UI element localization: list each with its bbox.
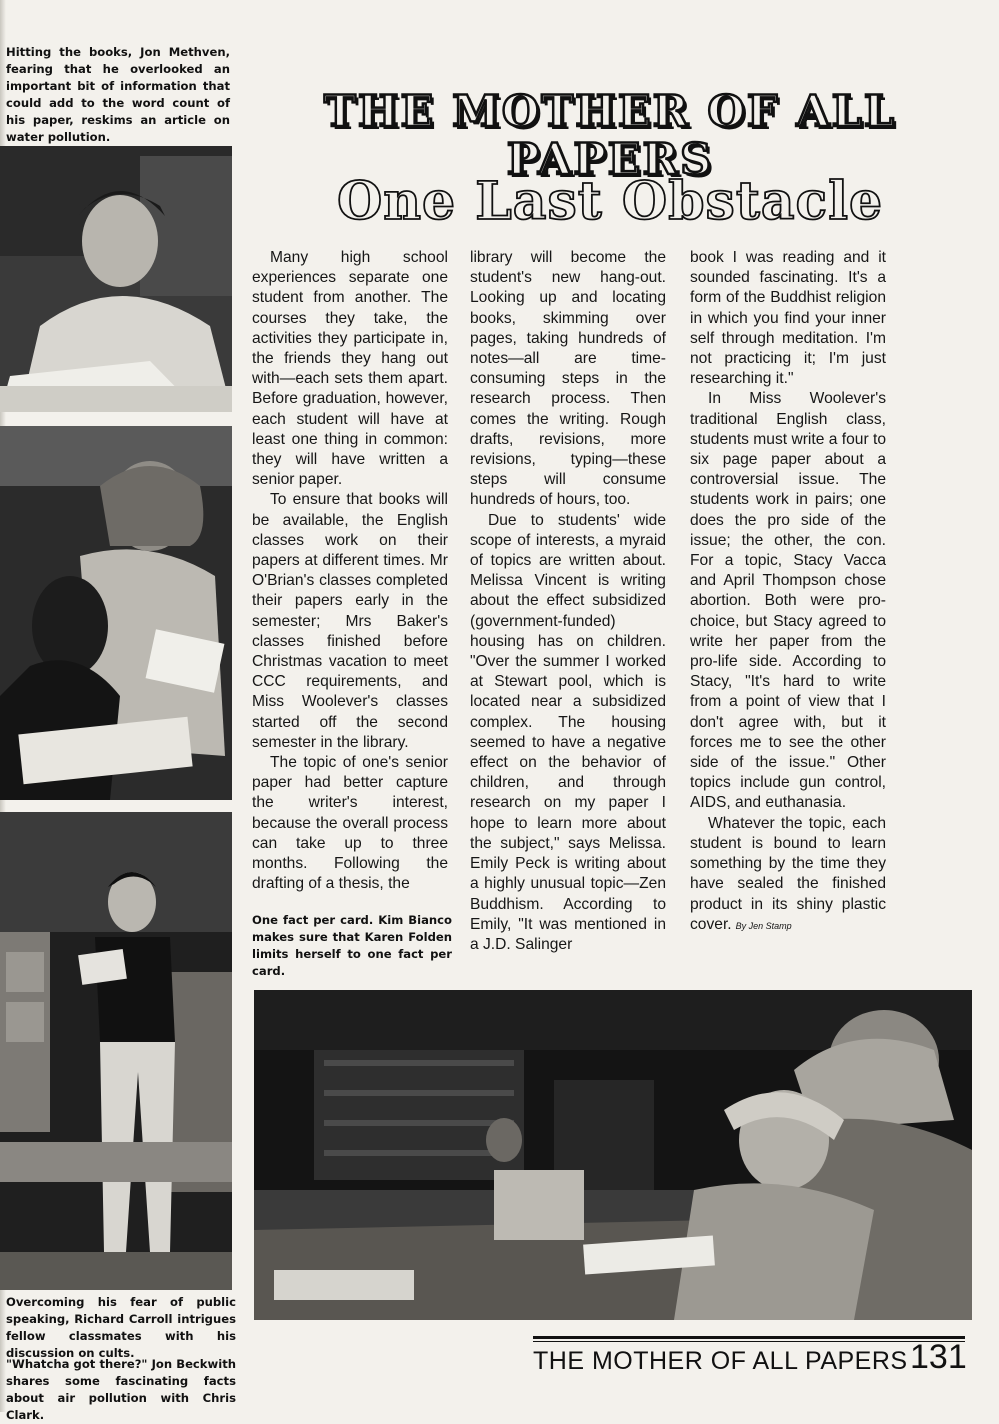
page-title: THE MOTHER OF ALL PAPERS [323,87,897,185]
footer-section-title: THE MOTHER OF ALL PAPERS [533,1347,908,1375]
article-column-2 [470,248,666,955]
article-paragraph: Many high school experiences separate one student from another. The courses they take, the activities they participate in, the friends they hang out with—each sets them apart. Before graduation, however, each student will have at least one thing in common: they will have written a senior paper. [252,249,448,489]
photo-student-reading [0,146,232,412]
article-paragraph: Due to students' wide scope of interests, a myraid of topics are written about. Melissa Vincent is writing about the effect subsidized (government-funded) housing has on children. "Over the summer I worked at Stewart pool, which is located near a subsidized complex. The housing seemed to have a negative effect on the behavior of children, and through research on my paper I hope to learn more about the subject," says Melissa. Emily Peck is writing about a highly unusual topic—Zen Buddhism. According to Emily, "It was mentioned in a J.D. Salinger [470,511,666,953]
article-paragraph: book I was reading and it sounded fascinating. It's a form of the Buddhist religion in which you find your inner self through meditation. I'm not practicing it; I'm just researching it." [690,249,886,388]
caption-top-left: Hitting the books, Jon Methven, fearing that he overlooked an important bit of information that could add to the word count of his paper, reskims an article on water pollution. [6,45,230,144]
page-number: 131 [910,1338,967,1376]
article-paragraph: The topic of one's senior paper had better capture the writer's interest, because the overall process can take up to three months. Following the drafting of a thesis, the [252,754,448,893]
photo-library-students [254,990,972,1320]
article-paragraph [690,814,886,936]
caption-air-pollution: "Whatcha got there?" Jon Beckwith shares some fascinating facts about air pollution with Chris Clark. [6,1357,236,1422]
caption-public-speaking: Overcoming his fear of public speaking, Richard Carroll intrigues fellow classmates with his discussion on cults. [6,1295,236,1360]
article-paragraph: library will become the student's new hang-out. Looking up and locating books, skimming over pages, taking hundreds of notes—all are time-consuming steps in the research process. Then comes the writing. Rough drafts, revisions, more revisions, typing—these steps will consume hundreds of hours, too. [470,249,666,509]
article-column-3 [690,248,886,936]
caption-note-cards: One fact per card. Kim Bianco makes sure that Karen Folden limits herself to one fact per card. [252,913,452,978]
article-column-1 [252,248,448,895]
article-paragraph: To ensure that books will be available, the English classes work on their papers at different times. Mr O'Brian's classes completed their papers early in the semester; Mrs Baker's classes finished before Christmas vacation to meet CCC requirements, and Miss Woolever's classes started off the second semester in the library. [252,491,448,751]
footer-rule-thin [533,1341,965,1342]
photo-public-speaking [0,812,232,1290]
article-closing-text: Whatever the topic, each student is bound to learn something by the time they have sealed the finished product in its shiny plastic cover. [690,814,886,933]
page-subtitle: One Last Obstacle [336,171,884,232]
article-paragraph: In Miss Woolever's traditional English class, students must write a four to six page paper about a controversial issue. The students work in pairs; one does the pro side of the issue; the other, the con. For a topic, Stacy Vacca and April Thompson chose abortion. Both were pro-choice, but Stacy agreed to write her paper from the pro-life side. According to Stacy, "It's hard to write from a point of view that I don't agree with, but it forces me to see the other side of the issue." Other topics include gun control, AIDS, and euthanasia. [690,390,886,812]
photo-note-cards [0,426,232,800]
byline: By Jen Stamp [735,920,792,931]
footer-rule [533,1336,965,1339]
